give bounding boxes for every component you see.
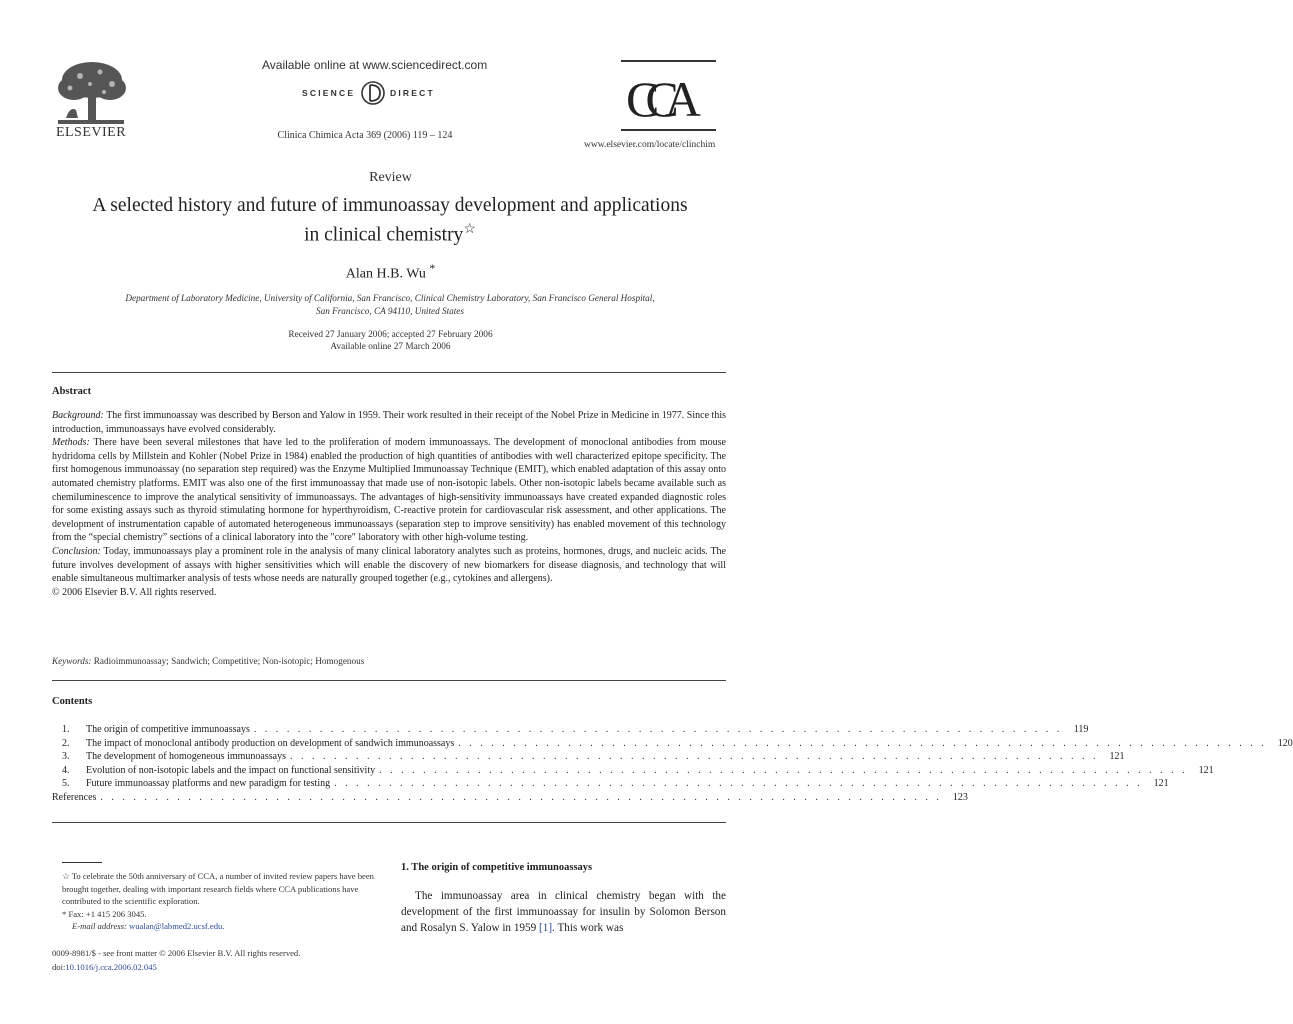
toc-leader: . . . . . . . . . . . . . . . . . . . . . . . . . . . . . . . . . . . . . . . . . . . . . . . . . . . . . . . . . . . . . . . . . . . . . . . . . . xyxy=(458,737,1267,749)
doi-link[interactable]: 10.1016/j.cca.2006.02.045 xyxy=(65,962,157,972)
article-type: Review xyxy=(369,170,412,185)
publisher-wordmark: ELSEVIER xyxy=(55,125,127,140)
toc-item[interactable]: 2. The impact of monoclonal antibody production on development of sandwich immunoassays . . . . . . . . . . . . . . . . . . . . . . . . . . . . . . . . . . . . . . . . . . . . . . . . . . . . . . . . . . . . . . . . . . . . . . . . . . 120 xyxy=(62,737,1293,749)
sciencedirect-logo xyxy=(300,76,446,110)
sciencedirect-direct: DIRECT xyxy=(390,88,435,98)
toc-leader: . . . . . . . . . . . . . . . . . . . . . . . . . . . . . . . . . . . . . . . . . . . . . . . . . . . . . . . . . . . . . . . . . . . . . . . . . . xyxy=(289,751,1099,762)
journal-reference: Clinica Chimica Acta 369 (2006) 119 – 124 xyxy=(277,130,453,141)
doi-line: doi:10.1016/j.cca.2006.02.045 xyxy=(52,962,157,972)
body-paragraph: The immunoassay area in clinical chemistry began with the development of the first immunoassay for insulin by Solomon Berson and Rosalyn S. Yalow in 1959 [1]. This work was xyxy=(401,890,726,935)
section-heading: 1. The origin of competitive immunoassays xyxy=(401,862,593,873)
journal-homepage-link[interactable]: www.elsevier.com/locate/clinchim xyxy=(584,140,716,150)
keywords: Keywords: Radioimmunoassay; Sandwich; Competitive; Non-isotopic; Homogenous xyxy=(52,656,365,666)
title-line-1: A selected history and future of immunoassay development and applications xyxy=(92,195,688,216)
table-of-contents xyxy=(52,723,1293,804)
contents-heading: Contents xyxy=(52,696,93,707)
available-online-date: Available online 27 March 2006 xyxy=(330,342,451,352)
footnote-rule xyxy=(62,862,102,863)
email-footnote: E-mail address: wualan@labmed2.ucsf.edu. xyxy=(72,921,225,932)
toc-leader: . . . . . . . . . . . . . . . . . . . . . . . . . . . . . . . . . . . . . . . . . . . . . . . . . . . . . . . . . . . . . . . . . . . . . . . . . . xyxy=(253,724,1063,735)
author-footnote-mark[interactable]: * xyxy=(429,262,436,275)
divider-bottom xyxy=(52,822,726,823)
received-accepted: Received 27 January 2006; accepted 27 February 2006 xyxy=(288,330,493,340)
abstract-heading: Abstract xyxy=(52,386,92,397)
toc-leader: . . . . . . . . . . . . . . . . . . . . . . . . . . . . . . . . . . . . . . . . . . . . . . . . . . . . . . . . . . . . . . . . . . . . . . . . . . . . . xyxy=(100,791,942,803)
author-name: Alan H.B. Wu xyxy=(345,266,426,282)
affiliation: Department of Laboratory Medicine, University of California, San Francisco, Clinical Chemistry Laboratory, San Francisco General Hospital, San Francisco, CA 94110, United States xyxy=(125,293,655,316)
author-line xyxy=(0,262,781,283)
legal-info xyxy=(52,946,382,974)
copyright: © 2006 Elsevier B.V. All rights reserved. xyxy=(52,586,217,598)
reference-link[interactable]: [1] xyxy=(539,922,553,935)
title-line-2: in clinical chemistry xyxy=(304,224,464,246)
toc-item[interactable]: 1. The origin of competitive immunoassays . . . . . . . . . . . . . . . . . . . . . . . . . . . . . . . . . . . . . . . . . . . . . . . . . . . . . . . . . . . . . . . . . . . . . . . . . . 119 xyxy=(62,724,1089,735)
toc-leader: . . . . . . . . . . . . . . . . . . . . . . . . . . . . . . . . . . . . . . . . . . . . . . . . . . . . . . . . . . . . . . . . . . . . . . . . . . xyxy=(379,764,1188,776)
article-dates xyxy=(0,329,781,353)
title-footnote: ☆ To celebrate the 50th anniversary of CCA, a number of invited review papers have been brought together, dealing with important research fields where CCA publications have contributed to the scientific exploration. xyxy=(62,871,374,907)
issn-line: 0009-8981/$ - see front matter © 2006 Elsevier B.V. All rights reserved. xyxy=(52,948,301,958)
cca-logo-rule-bottom xyxy=(621,129,716,131)
divider-top xyxy=(52,372,726,373)
title-footnote-mark[interactable]: ☆ xyxy=(463,222,476,237)
sciencedirect-science: SCIENCE xyxy=(302,88,356,98)
toc-item[interactable]: 3. The development of homogeneous immunoassays . . . . . . . . . . . . . . . . . . . . . . . . . . . . . . . . . . . . . . . . . . . . . . . . . . . . . . . . . . . . . . . . . . . . . . . . . . 121 xyxy=(62,751,1125,762)
star-mark: ☆ xyxy=(62,871,70,881)
toc-leader: . . . . . . . . . . . . . . . . . . . . . . . . . . . . . . . . . . . . . . . . . . . . . . . . . . . . . . . . . . . . . . . . . . . . . . . . . . xyxy=(334,778,1143,789)
cca-logo-rule-top xyxy=(621,60,716,62)
footnotes xyxy=(52,870,382,933)
toc-item[interactable]: 4. Evolution of non-isotopic labels and the impact on functional sensitivity . . . . . . . . . . . . . . . . . . . . . . . . . . . . . . . . . . . . . . . . . . . . . . . . . . . . . . . . . . . . . . . . . . . . . . . . . . 121 xyxy=(62,764,1214,776)
toc-item[interactable]: 5. Future immunoassay platforms and new paradigm for testing . . . . . . . . . . . . . . . . . . . . . . . . . . . . . . . . . . . . . . . . . . . . . . . . . . . . . . . . . . . . . . . . . . . . . . . . . . 121 xyxy=(62,778,1169,789)
abstract-body: Background: The first immunoassay was described by Berson and Yalow in 1959. Their work resulted in their receipt of the Nobel Prize in Medicine in 1977. Since this introduction, immunoassays have evolved considerably. Methods: There have been several milestones that have led to the proliferation of modern immunoassays. The development of monoclonal antibodies from mouse hydridoma cells by Millstein and Kohler (Nobel Prize in 1984) enabled the production of high quantities of antibodies with well characterized epitope specificity. The first homogenous immunoassay (no separation step required) was the Enzyme Multiplied Immunoassay Technique (EMIT), which enabled adaptation of this assay onto automated chemistry platforms. EMIT was also one of the first immunoassay that made use of non-isotopic labels. Other non-isotopic labels became available such as chemiluminescence to improve the analytical sensitivity of immunoassays. The advantages of high-sensitivity immunoassays have created expanded diagnostic roles for some existing assays such as thyroid stimulating hormone for hyperthyroidism, C-reactive protein for cardiovascular risk assessment, and other applications. The development of instrumentation capable of automated heterogeneous immunoassays (separation step to improve sensitivity) has enabled movement of this technology from the “special chemistry” sections of a clinical laboratory into the "core" laboratory with other high-volume testing. Conclusion: Today, immunoassays play a prominent role in the analysis of many clinical laboratory analytes such as proteins, hormones, drugs, and nucleic acids. The future involves development of assays with higher sensitivities which will enable the discovery of new biomarkers for disease diagnosis, and technology that will enable simultaneous multimarker analysis of tests whose needs are naturally grouped together (e.g., cytokines and allergens). © 2006 Elsevier B.V. All rights reserved. xyxy=(52,410,726,598)
svg-text:CCA: CCA xyxy=(626,71,687,127)
fax-footnote: * Fax: +1 415 206 3045. xyxy=(62,908,147,919)
article-title xyxy=(40,194,740,248)
available-online-text: Available online at www.sciencedirect.com xyxy=(262,58,488,72)
toc-item-references[interactable]: References . . . . . . . . . . . . . . . . . . . . . . . . . . . . . . . . . . . . . . . . . . . . . . . . . . . . . . . . . . . . . . . . . . . . . . . . . . . . . 123 xyxy=(52,791,968,803)
cca-journal-logo xyxy=(622,64,716,128)
divider-middle xyxy=(52,680,726,681)
author-email-link[interactable]: wualan@labmed2.ucsf.edu. xyxy=(128,921,225,932)
